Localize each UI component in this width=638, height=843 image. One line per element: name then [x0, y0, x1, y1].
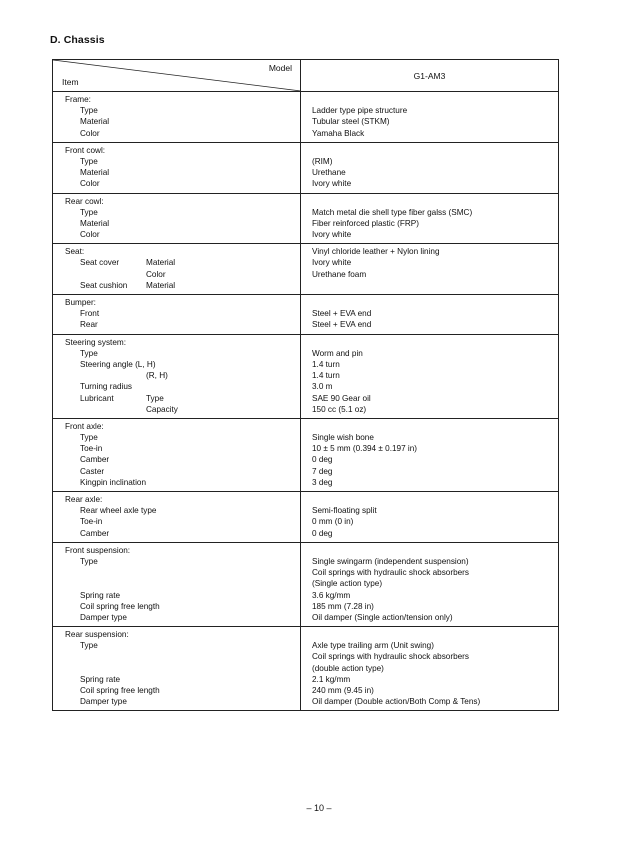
spec-subitem-text: Material [146, 258, 176, 268]
spec-row [53, 193, 559, 244]
spec-value: Yamaha Black [312, 128, 365, 138]
spec-item-cell [53, 142, 301, 193]
spec-item-cell [53, 334, 301, 418]
spec-item-label [53, 308, 300, 319]
spec-item-cell [53, 244, 301, 295]
header-item-cell [53, 60, 301, 92]
spec-value: Axle type trailing arm (Unit swing) [312, 641, 434, 651]
spec-item-text: Bumper: [65, 298, 96, 307]
spec-row [53, 627, 559, 711]
spec-item-label [53, 674, 300, 685]
spec-value: Coil springs with hydraulic shock absorbers [312, 568, 469, 578]
spec-item-text: Camber [80, 528, 110, 538]
spec-group-label [53, 297, 300, 308]
spec-item-text: Coil spring free length [80, 686, 160, 695]
spec-item-text: Color [80, 179, 100, 189]
spec-value [301, 545, 558, 556]
spec-item-cell [53, 542, 301, 626]
spec-subitem-text: Material [146, 280, 176, 290]
spec-item-text: Material [80, 117, 110, 127]
spec-value: Ivory white [312, 258, 352, 268]
spec-item-label [53, 178, 300, 189]
spec-item-text: Steering system: [65, 337, 126, 347]
spec-row [53, 142, 559, 193]
page-number: – 10 – [306, 803, 332, 813]
spec-item-label [53, 280, 300, 291]
spec-item-text: Rear wheel axle type [80, 506, 157, 516]
spec-group-label [53, 246, 300, 257]
spec-item-text: Frame: [65, 95, 91, 104]
spec-value: 0 deg [312, 455, 333, 465]
spec-value: Vinyl chloride leather + Nylon lining [312, 247, 440, 257]
spec-item-label [53, 404, 300, 415]
spec-item-label [53, 269, 300, 280]
spec-value: 3.6 kg/mm [312, 590, 351, 600]
spec-item-label [53, 640, 300, 651]
spec-group-label [53, 196, 300, 207]
spec-value-cell [301, 418, 559, 491]
spec-value: Worm and pin [312, 348, 363, 358]
spec-row [53, 492, 559, 543]
spec-item-label [53, 466, 300, 477]
spec-item-label [53, 443, 300, 454]
spec-item-text: Front axle: [65, 421, 104, 431]
spec-value: Steel + EVA end [312, 320, 372, 330]
spec-item-label [53, 477, 300, 488]
spec-value: 7 deg [312, 466, 333, 476]
spec-group-label [53, 337, 300, 348]
spec-value: 2.1 kg/mm [312, 674, 351, 684]
spec-subitem-text: Type [146, 393, 164, 403]
spec-row [53, 334, 559, 418]
spec-item-label [53, 105, 300, 116]
header-item-label: Item [62, 77, 79, 87]
spec-value-cell [301, 295, 559, 335]
spec-item-text: Front [80, 309, 100, 319]
spec-value: 1.4 turn [312, 359, 340, 369]
spec-item-label [53, 528, 300, 539]
spec-item-label [53, 207, 300, 218]
spec-item-label [53, 432, 300, 443]
spec-item-text: Steering angle (L, H) [80, 359, 156, 369]
spec-item-label [53, 128, 300, 139]
spec-item-text: Damper type [80, 697, 127, 707]
spec-value-cell [301, 92, 559, 143]
spec-item-label [53, 167, 300, 178]
spec-item-label [53, 319, 300, 330]
spec-item-text: Front suspension: [65, 545, 131, 555]
spec-item-cell [53, 492, 301, 543]
spec-item-cell [53, 627, 301, 711]
spec-value [301, 337, 558, 348]
spec-item-label [53, 348, 300, 359]
spec-item-text: Color [80, 128, 100, 138]
spec-item-label [53, 567, 300, 578]
spec-item-text: Kingpin inclination [80, 477, 146, 487]
spec-item-label [53, 651, 300, 662]
spec-item-text: Rear cowl: [65, 196, 104, 206]
spec-item-text: Toe-in [80, 517, 103, 527]
spec-item-text: Front cowl: [65, 145, 106, 155]
spec-value: Semi-floating split [312, 506, 377, 516]
spec-item-label [53, 229, 300, 240]
spec-item-label [53, 516, 300, 527]
spec-value: SAE 90 Gear oil [312, 393, 371, 403]
spec-value [301, 94, 558, 105]
spec-item-text: Lubricant [80, 393, 114, 403]
spec-item-text: Type [80, 207, 98, 217]
spec-value-cell [301, 542, 559, 626]
spec-item-text: (R, H) [146, 371, 168, 381]
spec-group-label [53, 629, 300, 640]
spec-item-text: Type [80, 433, 98, 443]
spec-value: Ivory white [312, 230, 352, 240]
spec-item-label [53, 612, 300, 623]
spec-item-label [53, 218, 300, 229]
spec-value: Oil damper (Single action/tension only) [312, 612, 453, 622]
spec-item-text: Type [80, 106, 98, 116]
spec-row [53, 542, 559, 626]
spec-value: Urethane [312, 168, 346, 178]
spec-item-label [53, 590, 300, 601]
spec-row [53, 92, 559, 143]
spec-value: Ivory white [312, 179, 352, 189]
spec-row [53, 418, 559, 491]
spec-item-text: Turning radius [80, 382, 133, 392]
spec-item-cell [53, 418, 301, 491]
spec-value: (RIM) [312, 156, 333, 166]
spec-value [301, 145, 558, 156]
spec-value-cell [301, 142, 559, 193]
spec-group-label [53, 94, 300, 105]
spec-group-label [53, 494, 300, 505]
spec-value [301, 629, 558, 640]
spec-item-label [53, 156, 300, 167]
spec-value: 1.4 turn [312, 371, 340, 381]
table-header-row [53, 60, 559, 92]
spec-group-label [53, 421, 300, 432]
chassis-spec-table [52, 59, 559, 711]
spec-item-label [53, 381, 300, 392]
spec-value: 150 cc (5.1 oz) [312, 404, 367, 414]
spec-item-text: Seat cushion [80, 280, 128, 290]
section-title: D. Chassis [50, 34, 105, 46]
spec-value-cell [301, 334, 559, 418]
spec-item-text: Color [146, 269, 166, 279]
spec-value-cell [301, 193, 559, 244]
spec-value: (double action type) [312, 663, 384, 673]
spec-value: 185 mm (7.28 in) [312, 601, 374, 611]
spec-item-cell [53, 295, 301, 335]
spec-value: 240 mm (9.45 in) [312, 686, 374, 695]
spec-item-text: Caster [80, 466, 105, 476]
spec-item-text: Type [80, 556, 98, 566]
spec-item-text: Material [80, 218, 110, 228]
spec-value: 0 deg [312, 528, 333, 538]
spec-item-text: Type [80, 348, 98, 358]
spec-item-text: Camber [80, 455, 110, 465]
spec-item-text: Seat: [65, 247, 85, 257]
spec-item-label [53, 578, 300, 589]
header-model-value: G1-AM3 [301, 60, 559, 92]
spec-item-cell [53, 193, 301, 244]
spec-item-text: Spring rate [80, 674, 121, 684]
spec-value: (Single action type) [312, 579, 383, 589]
spec-item-text: Rear [80, 320, 98, 330]
spec-value: 3 deg [312, 477, 333, 487]
spec-group-label [53, 545, 300, 556]
spec-group-label [53, 145, 300, 156]
spec-item-text: Spring rate [80, 590, 121, 600]
spec-item-label [53, 601, 300, 612]
spec-row [53, 244, 559, 295]
spec-value: Fiber reinforced plastic (FRP) [312, 218, 419, 228]
spec-value: Single swingarm (independent suspension) [312, 556, 469, 566]
spec-value: Tubular steel (STKM) [312, 117, 390, 127]
spec-value-cell [301, 492, 559, 543]
spec-value [301, 494, 558, 505]
spec-value: Ladder type pipe structure [312, 106, 408, 116]
spec-row [53, 295, 559, 335]
spec-item-label [53, 359, 300, 370]
spec-item-text: Type [80, 641, 98, 651]
spec-item-text: Rear axle: [65, 495, 103, 504]
spec-item-label [53, 116, 300, 127]
spec-item-text: Damper type [80, 612, 127, 622]
spec-value: Oil damper (Double action/Both Comp & Tens) [312, 697, 481, 707]
spec-value: 10 ± 5 mm (0.394 ± 0.197 in) [312, 444, 418, 454]
spec-value [301, 421, 558, 432]
spec-item-text: Coil spring free length [80, 601, 160, 611]
spec-item-text: Type [80, 156, 98, 166]
spec-item-label [53, 685, 300, 696]
spec-value: 0 mm (0 in) [312, 517, 354, 527]
spec-item-text: Color [80, 230, 100, 240]
spec-item-label [53, 454, 300, 465]
spec-value [301, 297, 558, 308]
spec-value: Match metal die shell type fiber galss (SMC) [312, 207, 473, 217]
spec-item-label [53, 505, 300, 516]
spec-item-text: Toe-in [80, 444, 103, 454]
spec-item-label [53, 370, 300, 381]
spec-item-text: Seat cover [80, 258, 120, 268]
spec-value: Single wish bone [312, 433, 374, 443]
spec-item-label [53, 663, 300, 674]
header-diagonal-line [53, 60, 301, 91]
spec-item-text: Material [80, 168, 110, 178]
spec-value-cell [301, 244, 559, 295]
header-model-label: Model [268, 63, 292, 73]
spec-item-label [53, 257, 300, 268]
spec-value [301, 196, 558, 207]
spec-item-text: Rear suspension: [65, 630, 129, 640]
spec-item-text: Capacity [146, 404, 178, 414]
spec-value-cell [301, 627, 559, 711]
spec-value: Urethane foam [312, 269, 367, 279]
spec-item-label [53, 556, 300, 567]
spec-value: Steel + EVA end [312, 309, 372, 319]
spec-item-label [53, 393, 300, 404]
spec-value: Coil springs with hydraulic shock absorbers [312, 652, 469, 662]
spec-item-label [53, 696, 300, 707]
spec-item-cell [53, 92, 301, 143]
spec-value: 3.0 m [312, 382, 333, 392]
